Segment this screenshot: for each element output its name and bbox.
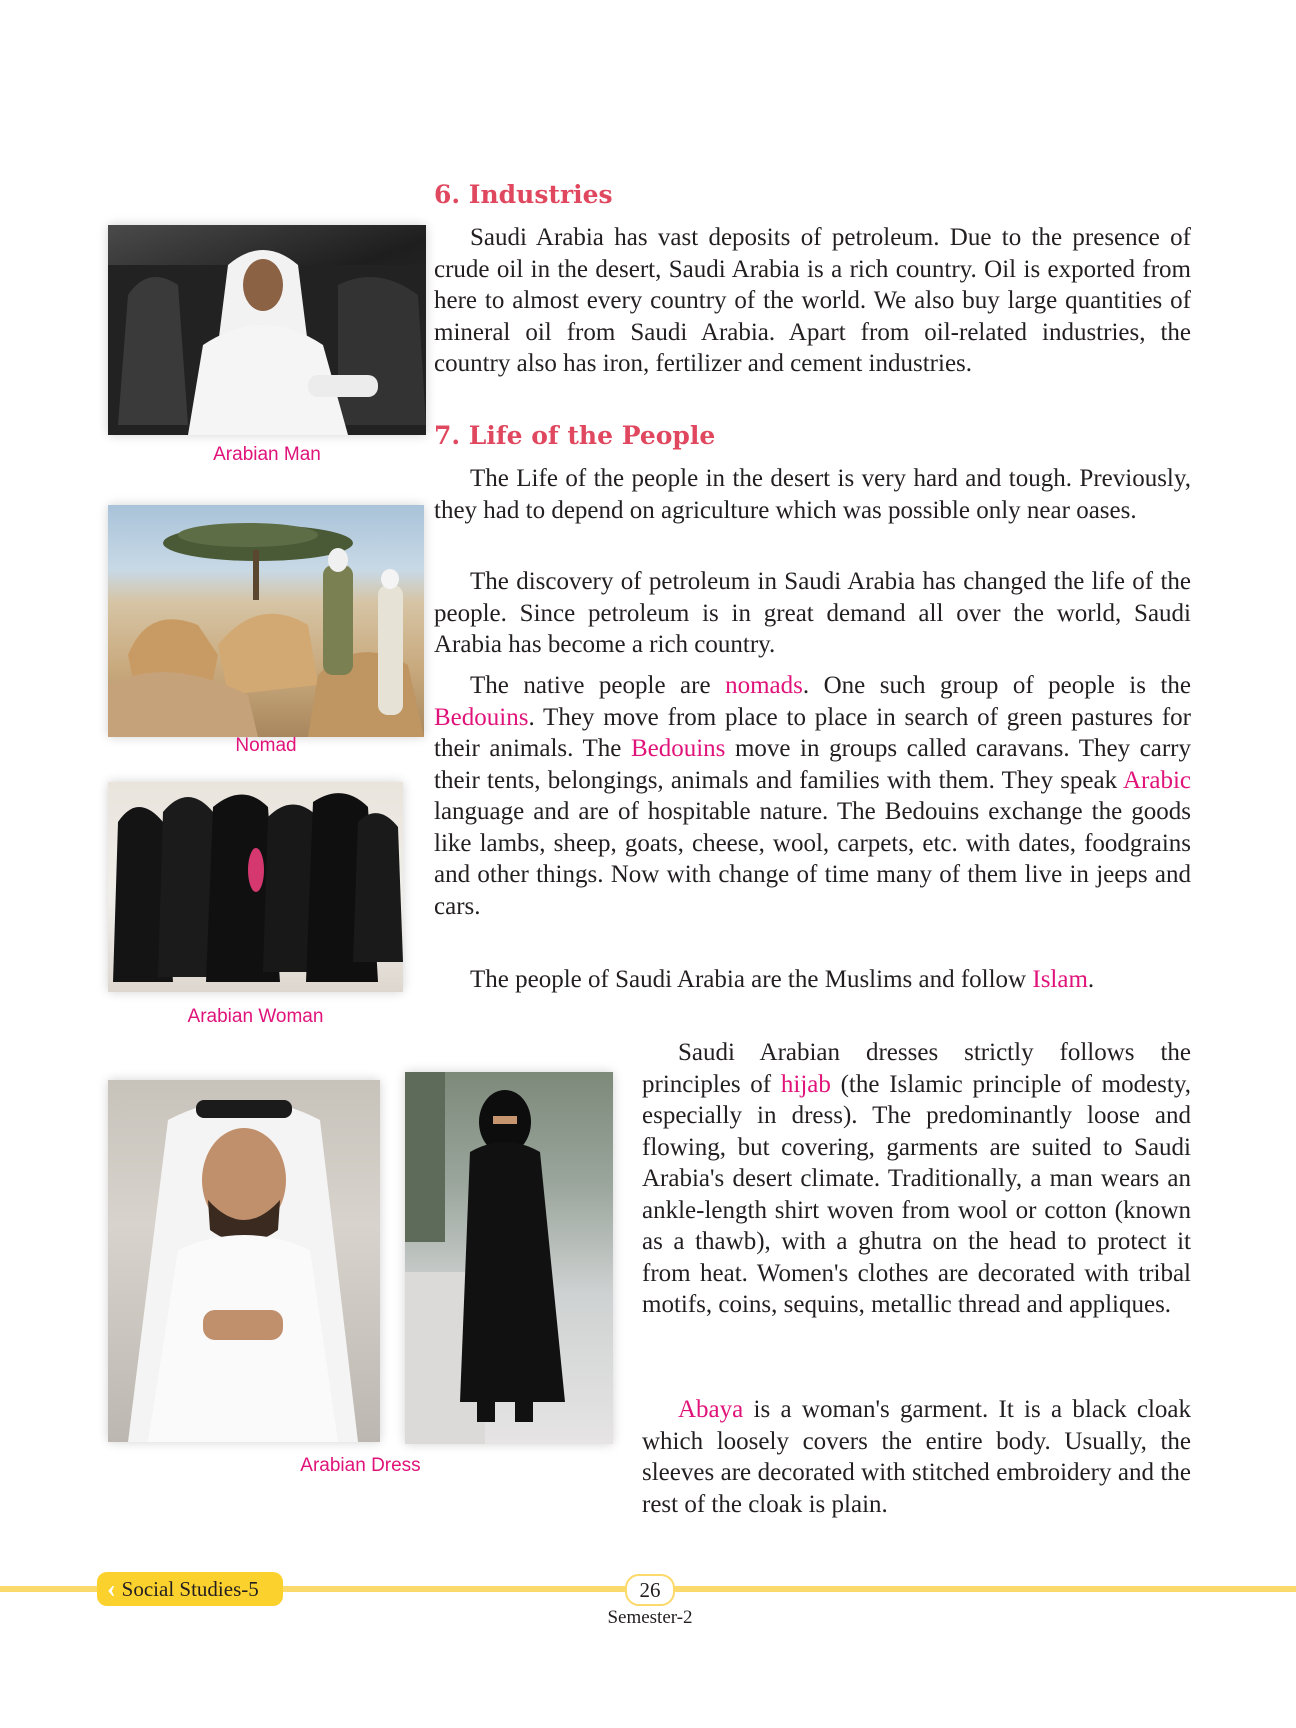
text: . One such group of people is the	[802, 672, 1191, 699]
caption-arabian-woman: Arabian Woman	[187, 1006, 324, 1027]
paragraph-industries: Saudi Arabia has vast deposits of petroleum. Due to the presence of crude oil in the desert, Saudi Arabia is a rich country. Oil is exported from here to almost every country of the world. We also buy large quantities of mineral oil from Saudi Arabia. Apart from oil-related industries, the country also has iron, fertilizer and cement industries.	[434, 224, 1191, 377]
paragraph-life-4	[434, 964, 1191, 996]
photo-arabian-woman	[108, 782, 403, 992]
photo-arabian-dress-man	[108, 1080, 380, 1442]
book-title: Social Studies-5	[121, 1576, 259, 1601]
page-number: 26	[625, 1574, 675, 1606]
text: .	[1087, 966, 1095, 993]
text: (the Islamic principle of modesty, especially in dress). The predominantly loose and flowing, but covering, garments are suited to Saudi Arabia's desert climate. Traditionally, a man wears an ankle-length shirt woven from wool or cotton (known as a thawb), with a ghutra on the head to protect it from heat. Women's clothes are decorated with tribal motifs, coins, sequins, metallic thread and appliques.	[642, 1070, 1191, 1318]
heading-industries: 6. Industries	[434, 180, 613, 209]
paragraph-dress	[642, 1037, 1191, 1321]
photo-arabian-man	[108, 225, 426, 435]
caption-arabian-man: Arabian Man	[213, 444, 321, 465]
book-title-tag	[97, 1572, 283, 1606]
semester-label: Semester-2	[607, 1607, 693, 1628]
keyword-abaya: Abaya	[678, 1396, 744, 1423]
paragraph-abaya	[642, 1394, 1191, 1520]
text: Saudi Arabian dresses strictly follows the principles of	[642, 1039, 1191, 1098]
paragraph-life-2: The discovery of petroleum in Saudi Arabia has changed the life of the people. Since petroleum is in great demand all over the world, Saudi Arabia has become a rich country.	[434, 568, 1191, 658]
caption-arabian-dress: Arabian Dress	[300, 1455, 421, 1476]
photo-arabian-dress-woman	[405, 1072, 613, 1444]
heading-life-of-people: 7. Life of the People	[434, 421, 716, 450]
keyword-arabic: Arabic	[1122, 766, 1191, 794]
text: language and are of hospitable nature. The Bedouins exchange the goods like lambs, sheep, goats, cheese, wool, carpets, etc. with dates, foodgrains and other things. Now with change of time many of them live in jeeps and cars.	[434, 798, 1191, 920]
chevron-left-icon: ‹	[107, 1574, 116, 1603]
caption-nomad: Nomad	[235, 735, 297, 756]
keyword-bedouins: Bedouins	[630, 735, 726, 762]
text: The people of Saudi Arabia are the Muslims and follow	[470, 966, 1033, 993]
text: is a woman's garment. It is a black cloak which loosely covers the entire body. Usually, the sleeves are decorated with stitched embroidery and the rest of the cloak is plain.	[642, 1396, 1191, 1518]
text: . They move from place to place in search of green pastures for their animals. The	[434, 703, 1191, 762]
paragraph-life-3	[434, 670, 1191, 922]
keyword-bedouins: Bedouins	[434, 703, 529, 731]
text: move in groups called caravans. They carry their tents, belongings, animals and families with them. They speak	[434, 735, 1191, 794]
keyword-hijab: hijab	[780, 1070, 831, 1098]
text: The native people are	[470, 672, 726, 699]
keyword-nomads: nomads	[725, 672, 803, 699]
keyword-islam: Islam	[1032, 966, 1088, 993]
paragraph-life-1: The Life of the people in the desert is very hard and tough. Previously, they had to depend on agriculture which was possible only near oases.	[434, 465, 1191, 524]
photo-nomad	[108, 505, 424, 737]
